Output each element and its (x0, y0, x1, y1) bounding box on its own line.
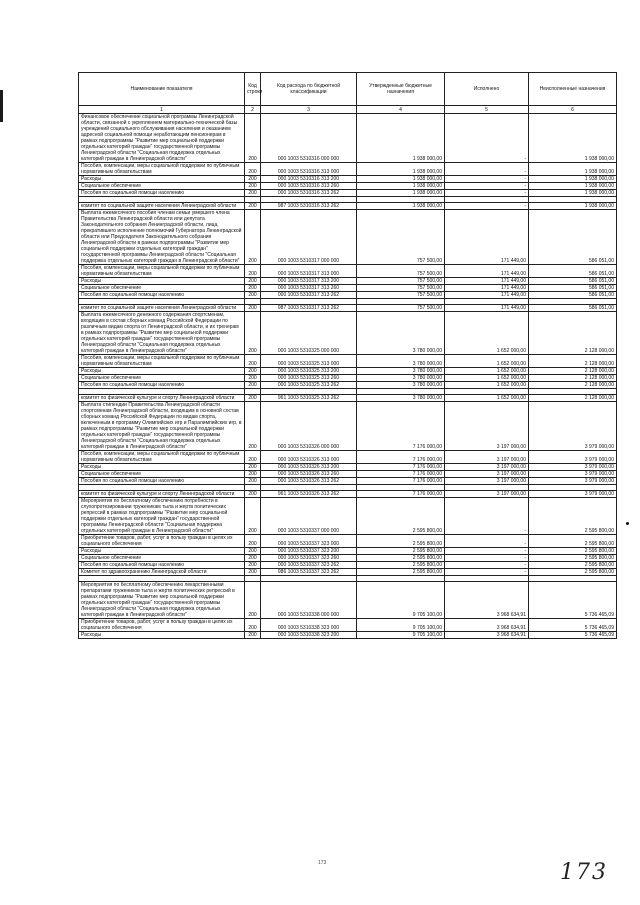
row-approved: 757 500,00 (357, 285, 445, 292)
row-name: Пособия по социальной помощи населению (79, 478, 245, 485)
row-name: комитет по физической культуре и спорту Ленинградской области (79, 395, 245, 402)
table-row (79, 176, 617, 183)
row-executed: 171 449,00 (445, 305, 529, 312)
table-row (79, 183, 617, 190)
row-line-code: 200 (245, 632, 261, 639)
row-name: Выплата ежемесячного пособия членам семьи умершего члена Правительства Ленинградской области или депутата Законодательного собрания Ленинградской области, лица, прекратившего исполнение полномочий Губернатора Ленинградской области или Председателя Законодательного собрания Ленинградской области в рамках подпрограммы "Развитие мер социальной поддержки отдельных категорий граждан" государственной программы Ленинградской области "Социальная поддержка отдельных категорий граждан в Ленинградской области" (79, 210, 245, 265)
table-body (79, 114, 617, 639)
row-approved: 2 595 800,00 (357, 535, 445, 548)
row-line-code: 200 (245, 305, 261, 312)
table-row (79, 203, 617, 210)
table-row (79, 464, 617, 471)
table-row (79, 305, 617, 312)
header-executed: Исполнено (445, 73, 529, 106)
row-executed: 3 197 000,00 (445, 464, 529, 471)
row-line-code: 200 (245, 562, 261, 569)
row-unexecuted: 5 736 465,09 (529, 632, 617, 639)
row-line-code: 200 (245, 183, 261, 190)
row-unexecuted: 3 979 000,00 (529, 471, 617, 478)
column-number: 4 (357, 106, 445, 114)
row-line-code: 200 (245, 203, 261, 210)
row-unexecuted: 3 979 000,00 (529, 464, 617, 471)
table-row (79, 569, 617, 576)
row-name: Пособия по социальной помощи населению (79, 292, 245, 299)
table-row (79, 382, 617, 389)
column-number-row (79, 106, 617, 114)
row-unexecuted: 586 051,00 (529, 278, 617, 285)
row-executed: 171 449,00 (445, 278, 529, 285)
row-executed: 1 652 000,00 (445, 368, 529, 375)
column-number: 2 (245, 106, 261, 114)
row-unexecuted: 586 051,00 (529, 210, 617, 265)
row-approved: 2 595 800,00 (357, 562, 445, 569)
row-name: Пособия, компенсации, меры социальной поддержки по публичным нормативным обязательствам (79, 355, 245, 368)
row-line-code: 200 (245, 582, 261, 619)
row-budget-code: 987 1003 5310316 313 262 (261, 203, 357, 210)
row-line-code: 200 (245, 368, 261, 375)
page-number-handwritten: 173 (560, 860, 608, 885)
row-unexecuted: 586 051,00 (529, 265, 617, 278)
row-approved: 3 780 000,00 (357, 312, 445, 355)
row-budget-code: 000 1003 5310316 313 262 (261, 190, 357, 197)
row-budget-code: 000 1003 5310337 323 260 (261, 555, 357, 562)
row-unexecuted: 5 736 465,09 (529, 582, 617, 619)
row-executed: - (445, 183, 529, 190)
table-row (79, 402, 617, 451)
row-unexecuted: 2 595 800,00 (529, 569, 617, 576)
table-row (79, 163, 617, 176)
row-budget-code: 000 1003 5310326 313 200 (261, 464, 357, 471)
row-name: Расходы (79, 464, 245, 471)
budget-execution-table (78, 72, 617, 639)
row-budget-code: 000 1003 5310317 313 000 (261, 265, 357, 278)
row-approved: 7 176 000,00 (357, 478, 445, 485)
row-unexecuted: 586 051,00 (529, 305, 617, 312)
row-line-code: 200 (245, 535, 261, 548)
row-name: Пособия, компенсации, меры социальной поддержки по публичным нормативным обязательствам (79, 265, 245, 278)
row-name: Пособия, компенсации, меры социальной поддержки по публичным нормативным обязательствам (79, 451, 245, 464)
table-row (79, 471, 617, 478)
row-line-code: 200 (245, 555, 261, 562)
row-name: Расходы (79, 368, 245, 375)
row-unexecuted: 1 938 000,00 (529, 114, 617, 163)
header-line-code: Код строки (245, 73, 261, 106)
row-line-code: 200 (245, 278, 261, 285)
row-executed: - (445, 555, 529, 562)
row-budget-code: 000 1003 5310326 313 262 (261, 478, 357, 485)
row-name: Пособия по социальной помощи населению (79, 562, 245, 569)
row-budget-code: 000 1003 5310325 313 260 (261, 375, 357, 382)
row-line-code: 200 (245, 292, 261, 299)
row-name: Мероприятия по бесплатному обеспечению лекарственными препаратами тружеников тыла и жертв политических репрессий в рамках подпрограммы "Развитие мер социальной поддержки отдельных категорий граждан" государственной программы Ленинградской области "Социальная поддержка отдельных категорий граждан в Ленинградской области" (79, 582, 245, 619)
row-line-code: 200 (245, 382, 261, 389)
row-executed: - (445, 498, 529, 535)
row-line-code: 200 (245, 312, 261, 355)
row-line-code: 200 (245, 176, 261, 183)
row-approved: 1 938 000,00 (357, 114, 445, 163)
table-row (79, 555, 617, 562)
row-executed: 3 968 634,91 (445, 619, 529, 632)
row-line-code: 200 (245, 265, 261, 278)
row-budget-code: 000 1003 5310316 313 200 (261, 176, 357, 183)
row-name: Расходы (79, 176, 245, 183)
row-unexecuted: 1 938 000,00 (529, 203, 617, 210)
row-unexecuted: 2 128 000,00 (529, 375, 617, 382)
row-executed: 171 449,00 (445, 285, 529, 292)
page-number-small: 173 (318, 860, 327, 866)
row-executed: - (445, 548, 529, 555)
header-budget-code: Код расхода по бюджетной классификации (261, 73, 357, 106)
row-unexecuted: 1 938 000,00 (529, 183, 617, 190)
header-approved: Утвержденные бюджетные назначения (357, 73, 445, 106)
table-row (79, 498, 617, 535)
row-budget-code: 000 1003 5310325 313 000 (261, 355, 357, 368)
row-unexecuted: 1 938 000,00 (529, 176, 617, 183)
row-unexecuted: 2 128 000,00 (529, 368, 617, 375)
row-executed: - (445, 176, 529, 183)
row-approved: 3 780 000,00 (357, 395, 445, 402)
row-approved: 2 595 800,00 (357, 498, 445, 535)
table-row (79, 312, 617, 355)
row-budget-code: 000 1003 5310325 000 000 (261, 312, 357, 355)
row-name: Социальное обеспечение (79, 471, 245, 478)
row-approved: 9 705 100,00 (357, 619, 445, 632)
row-executed: 171 449,00 (445, 210, 529, 265)
row-line-code: 200 (245, 498, 261, 535)
row-unexecuted: 2 595 800,00 (529, 498, 617, 535)
row-name: Расходы (79, 548, 245, 555)
table-row (79, 292, 617, 299)
row-unexecuted: 2 128 000,00 (529, 395, 617, 402)
row-unexecuted: 2 128 000,00 (529, 312, 617, 355)
table-row (79, 265, 617, 278)
row-name: Социальное обеспечение (79, 375, 245, 382)
row-executed: 1 652 000,00 (445, 395, 529, 402)
row-approved: 1 938 000,00 (357, 183, 445, 190)
row-approved: 1 938 000,00 (357, 163, 445, 176)
table-row (79, 368, 617, 375)
row-executed: - (445, 163, 529, 176)
column-number: 6 (529, 106, 617, 114)
table-row (79, 582, 617, 619)
row-name: Мероприятия по бесплатному обеспечению потребности в слухопротезировании труженикам тыла и жертв политических репрессий в рамках подпрограммы "Развитие мер социальной поддержки отдельных категорий граждан" государственной программы Ленинградской области "Социальная поддержка отдельных категорий граждан в Ленинградской области" (79, 498, 245, 535)
row-name: Выплата ежемесячного денежного содержания спортсменам, входящим в состав сборных команд Российской Федерации по различным видам спорта от Ленинградской области, и их тренерам в рамках подпрограммы "Развитие мер социальной поддержки отдельных категорий граждан" государственной программы Ленинградской области "Социальная поддержка отдельных категорий граждан в Ленинградской области" (79, 312, 245, 355)
row-name: Расходы (79, 632, 245, 639)
row-line-code: 200 (245, 190, 261, 197)
scan-dot (626, 522, 629, 525)
row-name: Пособия, компенсации, меры социальной поддержки по публичным нормативным обязательствам (79, 163, 245, 176)
row-name: Финансовое обеспечение социальной программы Ленинградской области, связанной с укреплением материально-технической базы учреждений социального обслуживания населения и оказанием адресной социальной помощи неработающим пенсионерам в рамках подпрограммы "Развитие мер социальной поддержки отдельных категорий граждан" государственной программы Ленинградской области "Социальная поддержка отдельных категорий граждан в Ленинградской области" (79, 114, 245, 163)
table-row (79, 562, 617, 569)
row-approved: 3 780 000,00 (357, 382, 445, 389)
row-line-code: 200 (245, 355, 261, 368)
row-approved: 1 938 000,00 (357, 203, 445, 210)
row-unexecuted: 1 938 000,00 (529, 163, 617, 176)
row-budget-code: 000 1003 5310316 000 000 (261, 114, 357, 163)
row-approved: 3 780 000,00 (357, 368, 445, 375)
row-name: комитет по социальной защите населения Ленинградской области (79, 203, 245, 210)
row-executed: 3 197 000,00 (445, 451, 529, 464)
row-line-code: 200 (245, 619, 261, 632)
row-name: Расходы (79, 278, 245, 285)
row-line-code: 200 (245, 114, 261, 163)
row-name: комитет по физической культуре и спорту Ленинградской области (79, 491, 245, 498)
row-line-code: 200 (245, 548, 261, 555)
row-approved: 7 176 000,00 (357, 471, 445, 478)
row-executed: 3 197 000,00 (445, 471, 529, 478)
row-approved: 7 176 000,00 (357, 464, 445, 471)
row-unexecuted: 2 595 800,00 (529, 562, 617, 569)
row-budget-code: 000 1003 5310338 000 000 (261, 582, 357, 619)
row-budget-code: 000 1003 5310316 313 260 (261, 183, 357, 190)
row-line-code: 200 (245, 375, 261, 382)
row-unexecuted: 2 595 800,00 (529, 535, 617, 548)
row-line-code: 200 (245, 491, 261, 498)
row-approved: 7 176 000,00 (357, 402, 445, 451)
row-executed: 1 652 000,00 (445, 375, 529, 382)
table-row (79, 548, 617, 555)
row-budget-code: 000 1003 5310325 313 262 (261, 382, 357, 389)
table-row (79, 395, 617, 402)
table-row (79, 355, 617, 368)
row-unexecuted: 3 979 000,00 (529, 478, 617, 485)
table-row (79, 451, 617, 464)
row-unexecuted: 586 051,00 (529, 292, 617, 299)
row-line-code: 200 (245, 464, 261, 471)
row-line-code: 200 (245, 569, 261, 576)
row-budget-code: 000 1003 5310337 323 000 (261, 535, 357, 548)
row-unexecuted: 3 979 000,00 (529, 402, 617, 451)
row-budget-code: 000 1003 5310337 323 262 (261, 562, 357, 569)
row-line-code: 200 (245, 395, 261, 402)
column-number: 5 (445, 106, 529, 114)
row-line-code: 200 (245, 451, 261, 464)
row-approved: 757 500,00 (357, 265, 445, 278)
row-approved: 3 780 000,00 (357, 355, 445, 368)
row-line-code: 200 (245, 285, 261, 292)
row-executed: 3 197 000,00 (445, 478, 529, 485)
table-row (79, 375, 617, 382)
row-executed: - (445, 535, 529, 548)
table-row (79, 285, 617, 292)
row-name: Приобретение товаров, работ, услуг в пользу граждан в целях их социального обеспечения (79, 619, 245, 632)
row-budget-code: 961 1003 5310325 313 262 (261, 395, 357, 402)
table-row (79, 210, 617, 265)
row-unexecuted: 2 128 000,00 (529, 355, 617, 368)
table-row (79, 478, 617, 485)
row-budget-code: 000 1003 5310337 323 200 (261, 548, 357, 555)
table-row (79, 619, 617, 632)
table-row (79, 278, 617, 285)
row-unexecuted: 586 051,00 (529, 285, 617, 292)
header-name: Наименование показателя (79, 73, 245, 106)
row-line-code: 200 (245, 210, 261, 265)
row-approved: 1 938 000,00 (357, 176, 445, 183)
row-executed: - (445, 562, 529, 569)
row-approved: 7 176 000,00 (357, 451, 445, 464)
table-row (79, 190, 617, 197)
row-budget-code: 000 1003 5310317 313 200 (261, 278, 357, 285)
table-row (79, 632, 617, 639)
row-unexecuted: 1 938 000,00 (529, 190, 617, 197)
row-budget-code: 000 1003 5310325 313 200 (261, 368, 357, 375)
row-name: комитет по социальной защите населения Ленинградской области (79, 305, 245, 312)
row-name: Социальное обеспечение (79, 555, 245, 562)
row-approved: 757 500,00 (357, 210, 445, 265)
table-row (79, 114, 617, 163)
scan-edge-mark (0, 90, 3, 122)
row-budget-code: 987 1003 5310317 313 262 (261, 305, 357, 312)
row-budget-code: 961 1003 5310326 313 262 (261, 491, 357, 498)
row-executed: - (445, 203, 529, 210)
row-budget-code: 000 1003 5310317 313 262 (261, 292, 357, 299)
row-name: Пособия по социальной помощи населению (79, 382, 245, 389)
row-name: Пособия по социальной помощи населению (79, 190, 245, 197)
row-approved: 757 500,00 (357, 278, 445, 285)
row-budget-code: 000 1003 5310337 000 000 (261, 498, 357, 535)
row-budget-code: 000 1003 5310326 313 000 (261, 451, 357, 464)
row-budget-code: 000 1003 5310316 313 000 (261, 163, 357, 176)
row-executed: 3 968 634,91 (445, 632, 529, 639)
row-executed: 1 652 000,00 (445, 382, 529, 389)
row-executed: - (445, 114, 529, 163)
row-name: Выплата стипендии Правительства Ленинградской области спортсменам Ленинградской области, входящим в основной состав сборных команд Российской Федерации по видам спорта, включенным в программу Олимпийских игр и Паралимпийских игр, в рамках подпрограммы "Развитие мер социальной поддержки отдельных категорий граждан" государственной программы Ленинградской области "Социальная поддержка отдельных категорий граждан в Ленинградской области" (79, 402, 245, 451)
row-executed: 3 197 000,00 (445, 491, 529, 498)
row-name: Социальное обеспечение (79, 183, 245, 190)
table-row (79, 491, 617, 498)
row-executed: 171 449,00 (445, 292, 529, 299)
row-approved: 1 938 000,00 (357, 190, 445, 197)
row-approved: 9 705 100,00 (357, 582, 445, 619)
column-number: 3 (261, 106, 357, 114)
row-budget-code: 000 1003 5310326 000 000 (261, 402, 357, 451)
row-budget-code: 000 1003 5310338 323 000 (261, 619, 357, 632)
column-number: 1 (79, 106, 245, 114)
row-executed: 3 968 634,91 (445, 582, 529, 619)
row-approved: 9 705 100,00 (357, 632, 445, 639)
row-line-code: 200 (245, 163, 261, 176)
row-budget-code: 000 1003 5310326 313 260 (261, 471, 357, 478)
row-budget-code: 000 1003 5310338 323 200 (261, 632, 357, 639)
row-approved: 7 176 000,00 (357, 491, 445, 498)
row-unexecuted: 2 595 800,00 (529, 548, 617, 555)
row-executed: 3 197 000,00 (445, 402, 529, 451)
row-approved: 2 595 800,00 (357, 555, 445, 562)
row-name: Приобретение товаров, работ, услуг в пользу граждан в целях их социального обеспечения (79, 535, 245, 548)
row-line-code: 200 (245, 402, 261, 451)
row-line-code: 200 (245, 471, 261, 478)
row-budget-code: 000 1003 5310317 000 000 (261, 210, 357, 265)
row-executed: 1 652 000,00 (445, 355, 529, 368)
row-name: Комитет по здравоохранению Ленинградской области (79, 569, 245, 576)
row-approved: 2 595 800,00 (357, 548, 445, 555)
row-line-code: 200 (245, 478, 261, 485)
row-approved: 757 500,00 (357, 292, 445, 299)
row-budget-code: 986 1003 5310337 323 262 (261, 569, 357, 576)
table-row (79, 535, 617, 548)
table-header-row (79, 73, 617, 106)
row-executed: 1 652 000,00 (445, 312, 529, 355)
row-approved: 757 500,00 (357, 305, 445, 312)
row-unexecuted: 2 128 000,00 (529, 382, 617, 389)
row-executed: - (445, 569, 529, 576)
row-executed: 171 449,00 (445, 265, 529, 278)
row-name: Социальное обеспечение (79, 285, 245, 292)
header-unexecuted: Неисполненные назначения (529, 73, 617, 106)
row-executed: - (445, 190, 529, 197)
row-budget-code: 000 1003 5310317 313 260 (261, 285, 357, 292)
row-approved: 2 595 800,00 (357, 569, 445, 576)
row-unexecuted: 3 979 000,00 (529, 451, 617, 464)
row-approved: 3 780 000,00 (357, 375, 445, 382)
row-unexecuted: 2 595 800,00 (529, 555, 617, 562)
row-unexecuted: 5 736 465,09 (529, 619, 617, 632)
row-unexecuted: 3 979 000,00 (529, 491, 617, 498)
